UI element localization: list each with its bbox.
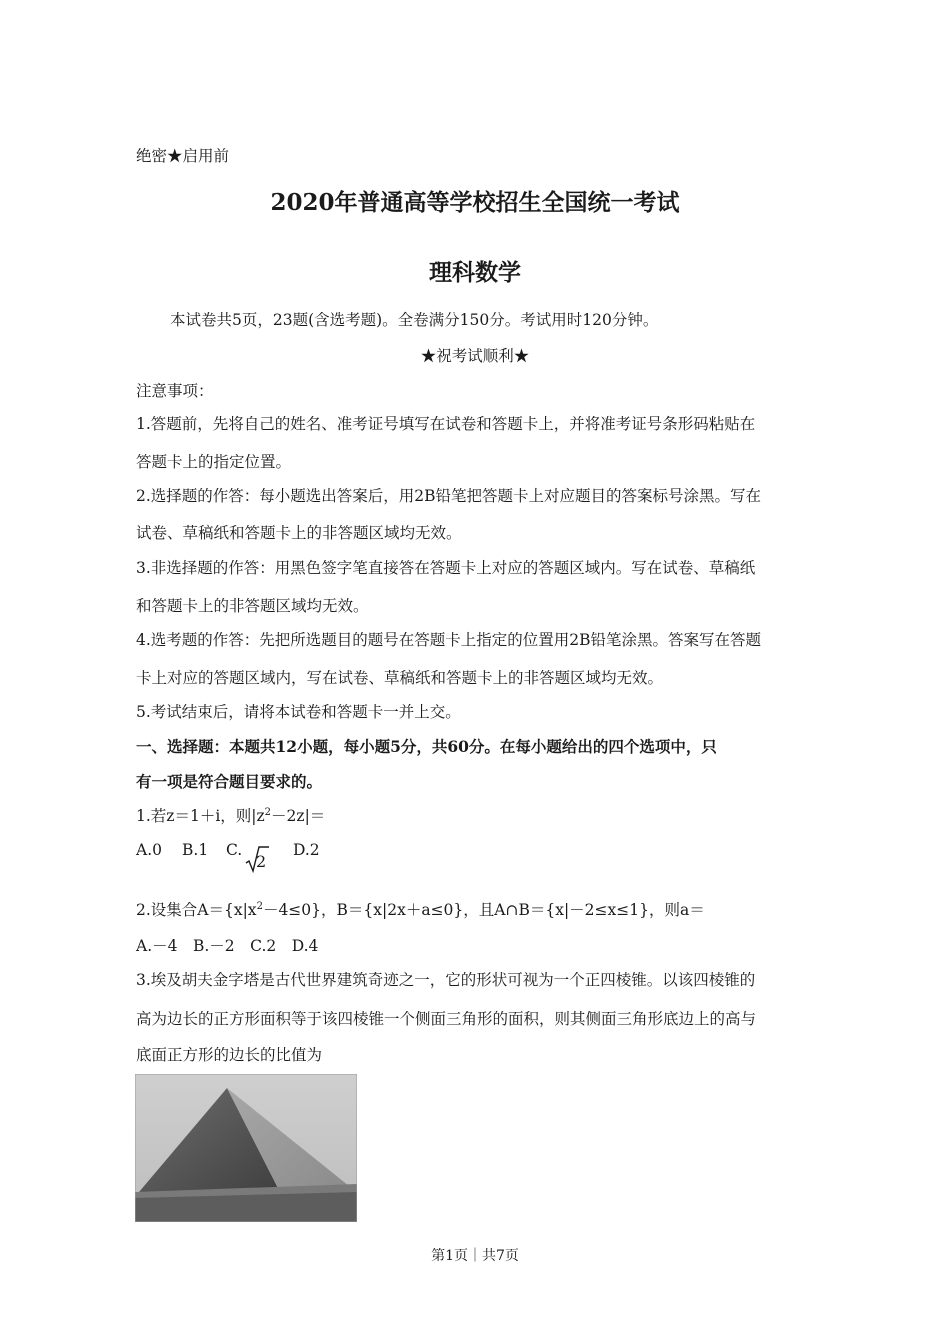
exam-title: 2020年普通高等学校招生全国统一考试 [270,189,680,216]
q2-options: A.－4 B.－2 C.2 D.4 [136,937,319,955]
note-line: 5.考试结束后，请将本试卷和答题卡一并上交。 [136,703,461,721]
note-line: 卡上对应的答题区域内，写在试卷、草稿纸和答题卡上的非答题区域均无效。 [136,669,664,687]
note-line: 试卷、草稿纸和答题卡上的非答题区域均无效。 [136,524,462,542]
q1-option-c-radicand: 2 [256,852,267,871]
note-line: 4.选考题的作答：先把所选题目的题号在答题卡上指定的位置用2B铅笔涂黑。答案写在答题 [136,631,762,649]
q2-stem-part-b: －4≤0}，B＝{x|2x＋a≤0}，且A∩B＝{x|－2≤x≤1}，则a＝ [262,901,705,919]
secret-label: 绝密★启用前 [136,147,230,165]
q1-option-c: C. [226,841,243,859]
question-3-stem: 底面正方形的边长的比值为 [136,1046,323,1064]
q1-option-a: A.0 [136,841,162,859]
q1-stem-part-a: 1.若z＝1＋i，则|z [136,807,265,825]
note-line: 2.选择题的作答：每小题选出答案后，用2B铅笔把答题卡上对应题目的答案标号涂黑。写在 [136,487,762,505]
pyramid-photo [135,1074,357,1222]
good-luck-line: ★祝考试顺利★ [420,347,530,365]
q1-stem-part-b: －2z|＝ [271,807,326,825]
question-1-stem [136,804,325,826]
question-2-stem [136,898,705,920]
q1-option-d: D.2 [293,841,320,859]
q1-option-b: B.1 [182,841,209,859]
q2-stem-part-a: 2.设集合A＝{x|x [136,901,257,919]
exam-subtitle: 理科数学 [429,259,521,286]
page-footer: 第1页｜共7页 [431,1248,519,1264]
question-3-stem: 高为边长的正方形面积等于该四棱锥一个侧面三角形的面积，则其侧面三角形底边上的高与 [136,1010,757,1028]
section-heading-cont: 有一项是符合题目要求的。 [136,772,323,791]
q2-stem-exponent: 2 [256,901,263,912]
note-line: 答题卡上的指定位置。 [136,453,292,471]
exam-intro: 本试卷共5页，23题(含选考题)。全卷满分150分。考试用时120分钟。 [170,311,659,329]
notes-heading: 注意事项： [136,382,214,400]
note-line: 1.答题前，先将自己的姓名、准考证号填写在试卷和答题卡上，并将准考证号条形码粘贴在 [136,415,756,433]
note-line: 和答题卡上的非答题区域均无效。 [136,597,369,615]
q1-stem-exponent: 2 [264,807,272,818]
question-3-stem: 3.埃及胡夫金字塔是古代世界建筑奇迹之一，它的形状可视为一个正四棱锥。以该四棱锥的 [136,971,756,989]
note-line: 3.非选择题的作答：用黑色签字笔直接答在答题卡上对应的答题区域内。写在试卷、草稿纸 [136,559,756,577]
section-heading: 一、选择题：本题共12小题，每小题5分，共60分。在每小题给出的四个选项中，只 [136,737,717,756]
